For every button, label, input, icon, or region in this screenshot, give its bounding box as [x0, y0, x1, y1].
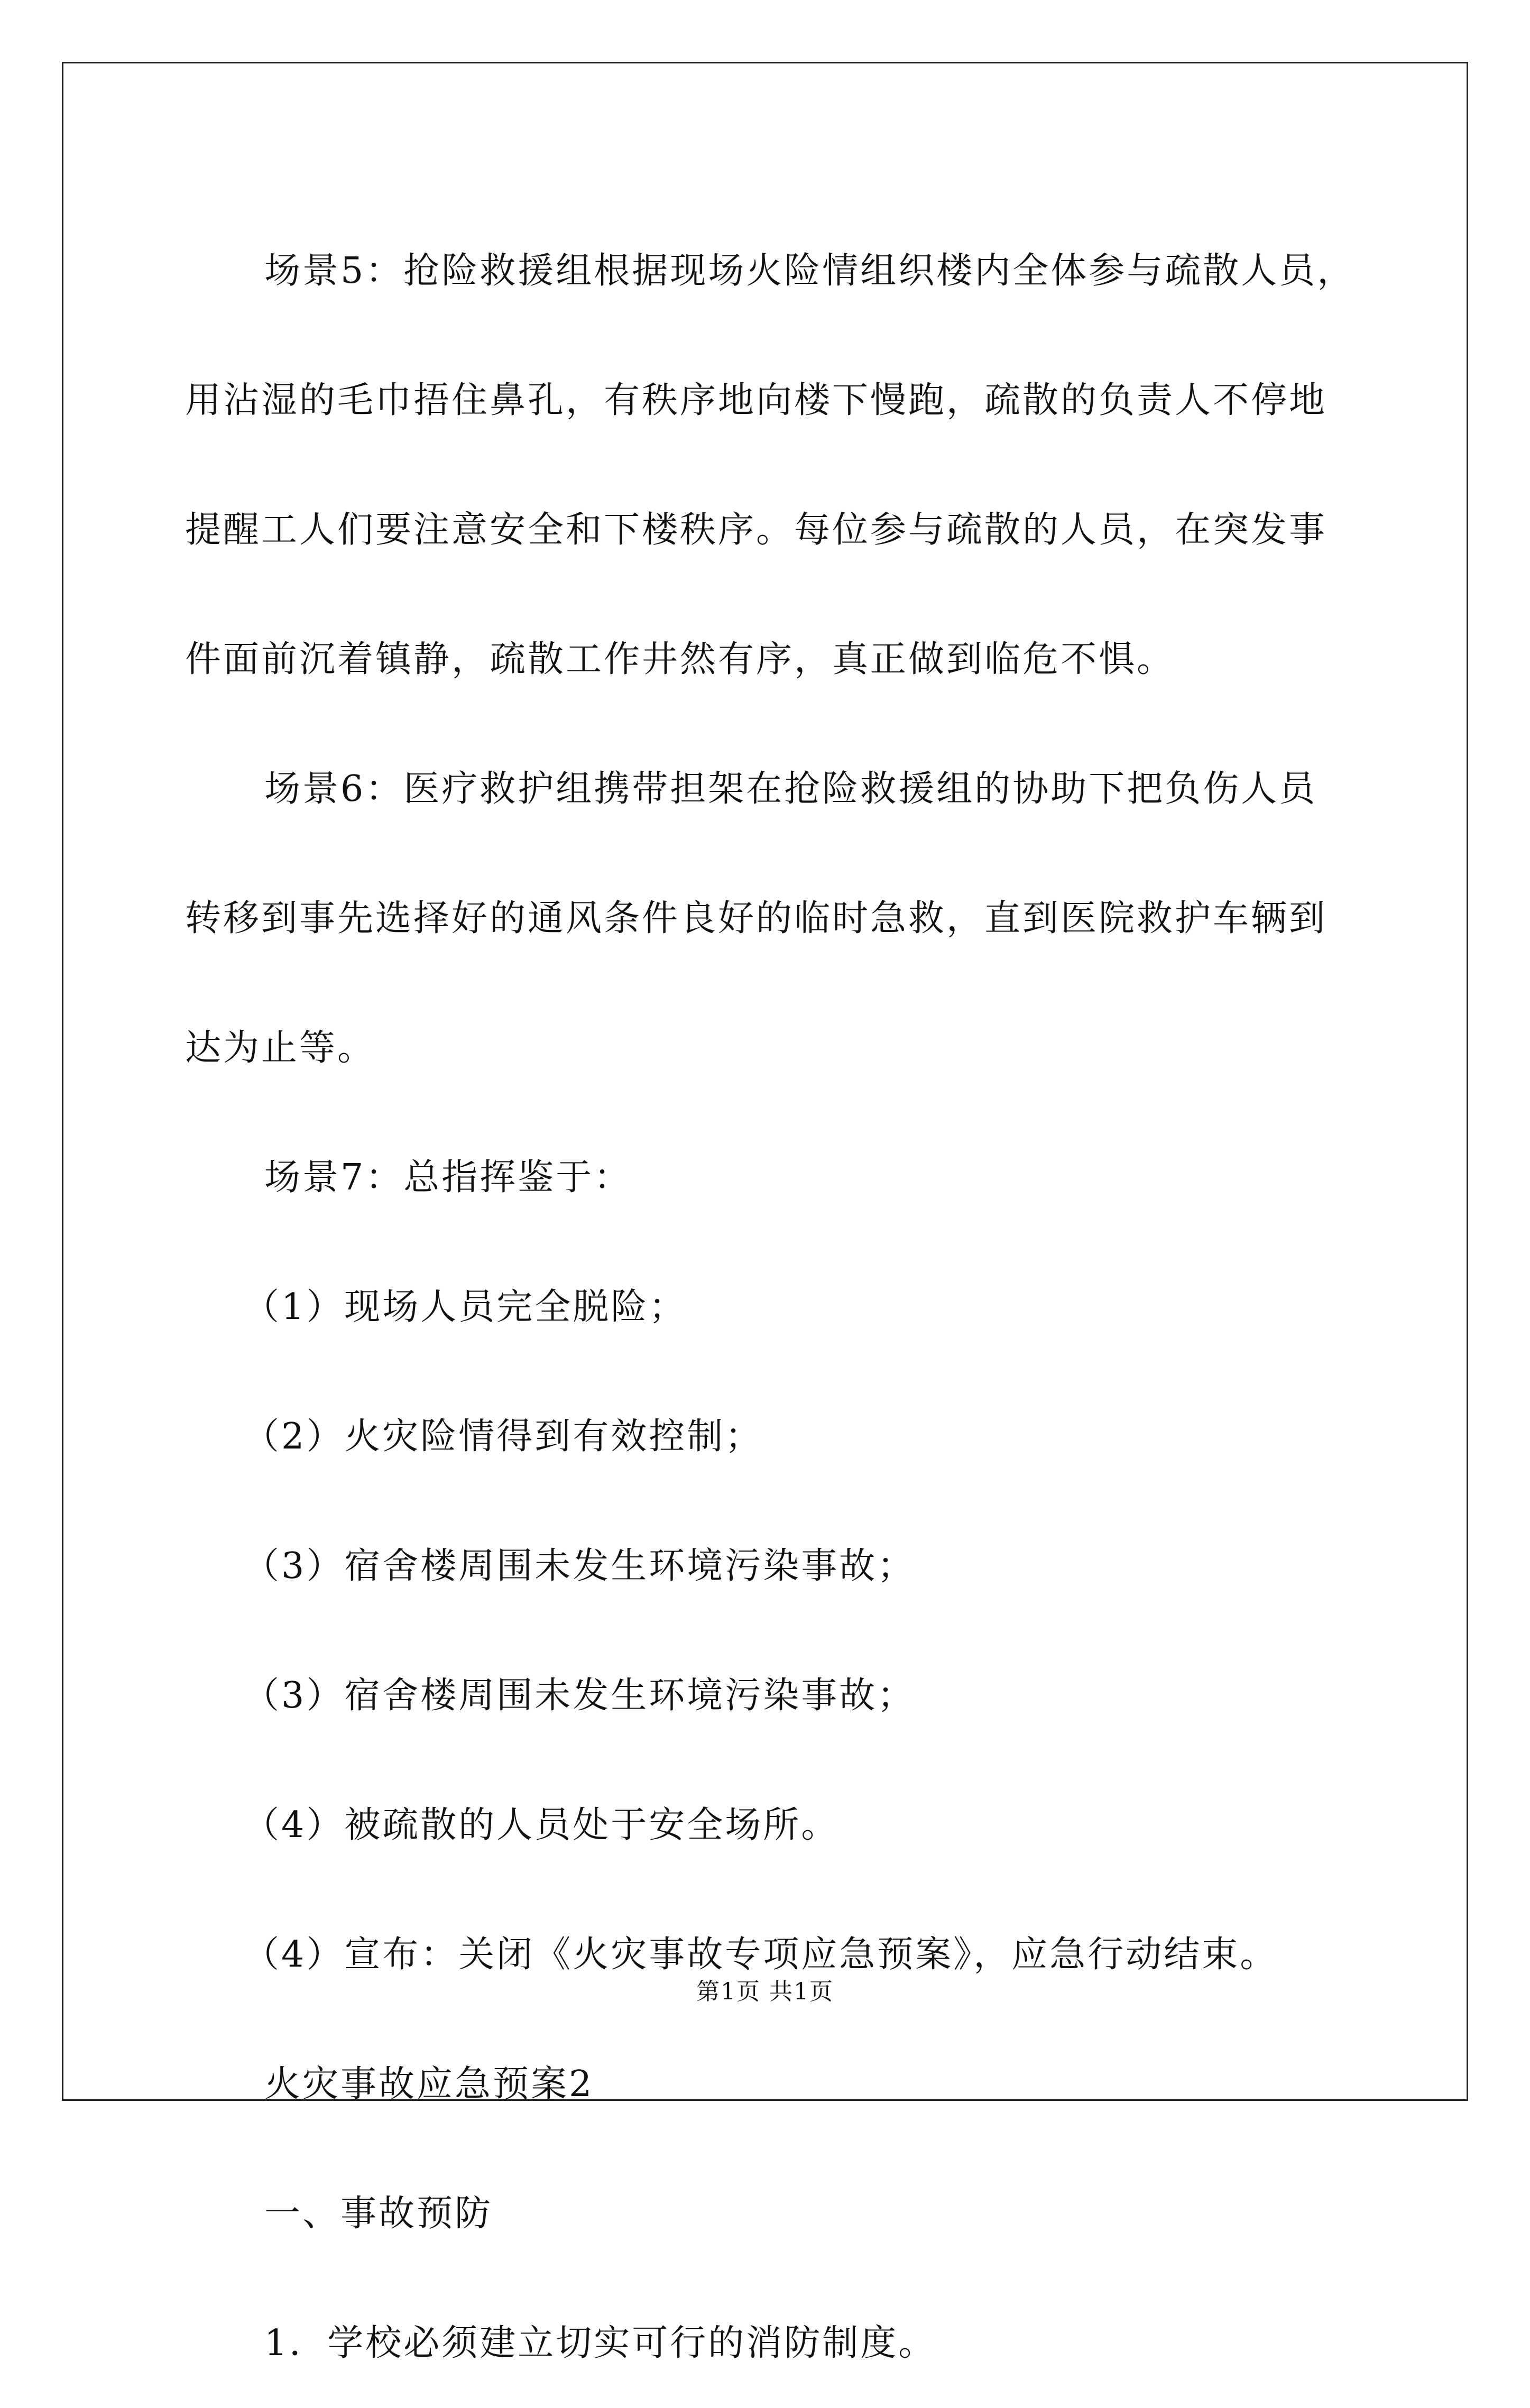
- list-item: [185, 1631, 1353, 1760]
- document-body: [185, 206, 1356, 2408]
- numbered-item: [185, 2278, 1353, 2408]
- text-line: （1）现场人员完全脱险；: [243, 1286, 687, 1328]
- text-line: 火灾事故应急预案2: [264, 2063, 594, 2105]
- text-line: （4）宣布：关闭《火灾事故专项应急预案》，应急行动结束。: [243, 1934, 1278, 1976]
- text-line: （2）火灾险情得到有效控制；: [243, 1416, 763, 1457]
- text-line: 达为止等。: [185, 1027, 376, 1069]
- text-line: 场景7：总指挥鉴于：: [264, 1157, 632, 1198]
- paragraph-scene-6: [185, 724, 1353, 1113]
- text-line: 场景6：医疗救护组携带担架在抢险救援组的协助下把负伤人员: [264, 768, 1317, 810]
- text-line: （3）宿舍楼周围未发生环境污染事故；: [243, 1675, 916, 1717]
- list-item: [185, 1760, 1353, 1890]
- text-line: 用沾湿的毛巾捂住鼻孔，有秩序地向楼下慢跑，疏散的负责人不停地: [185, 380, 1328, 421]
- subsection-title: [185, 2149, 1353, 2278]
- text-line: 1．学校必须建立切实可行的消防制度。: [264, 2322, 937, 2364]
- text-line: （3）宿舍楼周围未发生环境污染事故；: [243, 1545, 916, 1587]
- text-line: 一、事故预防: [264, 2193, 493, 2235]
- text-line: （4）被疏散的人员处于安全场所。: [243, 1804, 840, 1846]
- text-line: 场景5：抢险救援组根据现场火险情组织楼内全体参与疏散人员，: [264, 250, 1356, 292]
- text-line: 提醒工人们要注意安全和下楼秩序。每位参与疏散的人员，在突发事: [185, 509, 1328, 551]
- list-item: [185, 1372, 1353, 1501]
- list-item: [185, 1501, 1353, 1631]
- paragraph-scene-5: [185, 206, 1356, 724]
- paragraph-scene-7: [185, 1113, 1353, 1242]
- section-title: [185, 2019, 1353, 2149]
- text-line: 转移到事先选择好的通风条件良好的临时急救，直到医院救护车辆到: [185, 898, 1328, 939]
- list-item: [185, 1242, 1353, 1372]
- text-line: 件面前沉着镇静，疏散工作井然有序，真正做到临危不惧。: [185, 639, 1175, 680]
- page-number-footer: 第1页 共1页: [696, 1978, 834, 2005]
